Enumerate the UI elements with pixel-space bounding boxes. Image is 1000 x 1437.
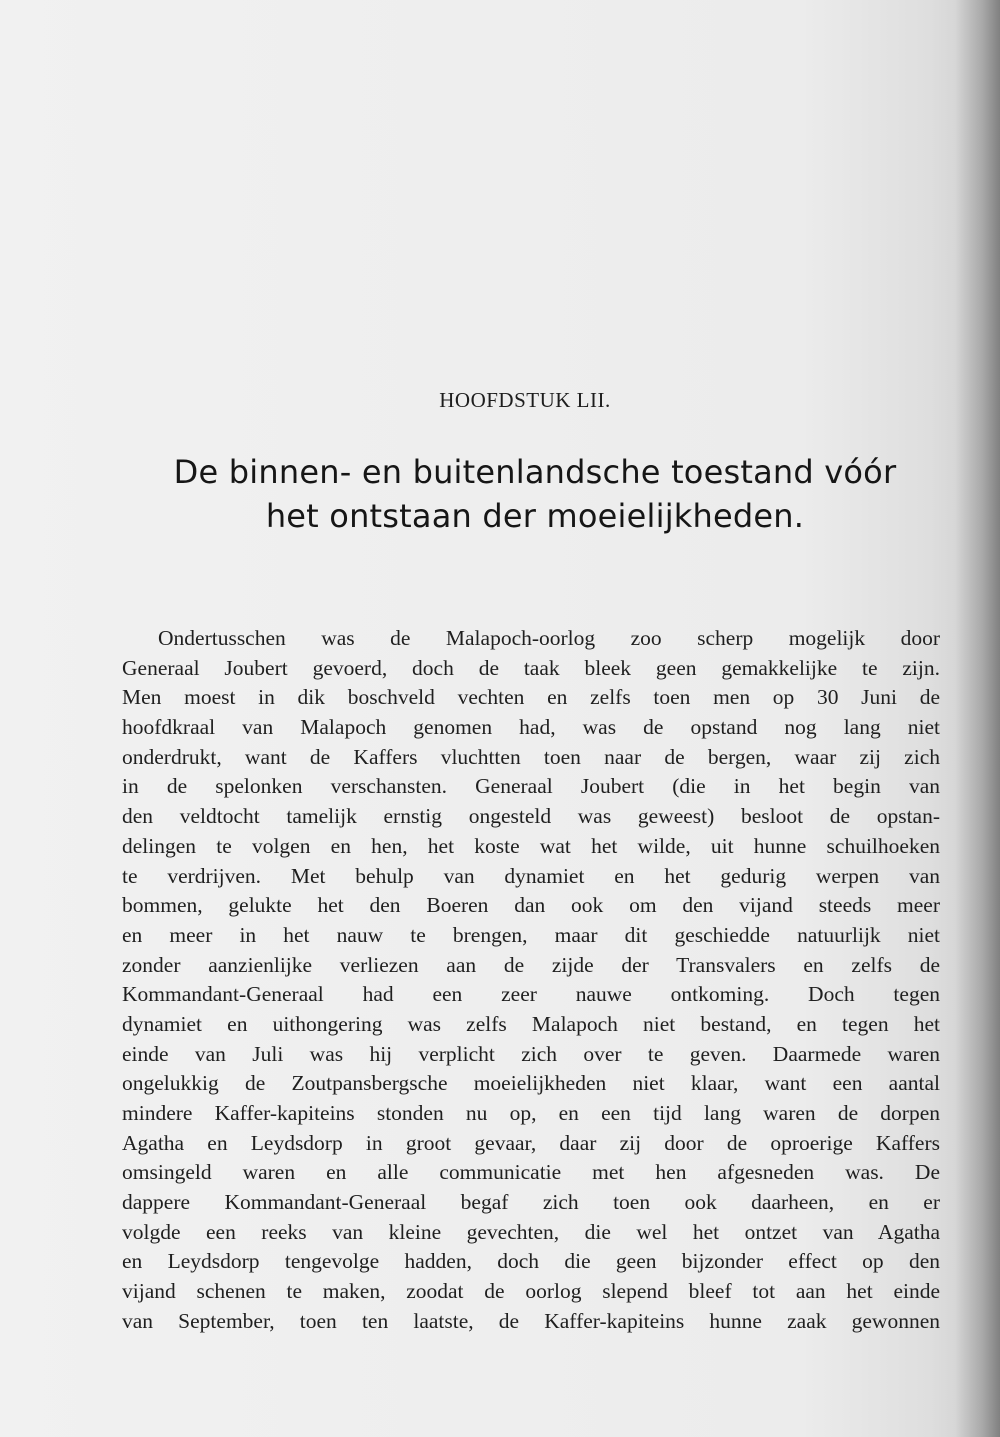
text-line: hoofdkraal van Malapoch genomen had, was de opstand nog lang niet bbox=[122, 715, 940, 740]
text-line: dynamiet en uithongering was zelfs Malapoch niet bestand, en tegen het bbox=[122, 1011, 940, 1036]
text-line: van September, toen ten laatste, de Kaffer-kapiteins hunne zaak gewonnen bbox=[122, 1308, 940, 1333]
chapter-heading: HOOFDSTUK LII. bbox=[439, 388, 611, 412]
text-line: omsingeld waren en alle communicatie met hen afgesneden was. De bbox=[122, 1160, 940, 1185]
text-line: en Leydsdorp tengevolge hadden, doch die geen bijzonder effect op den bbox=[122, 1249, 940, 1274]
text-line: bommen, gelukte het den Boeren dan ook om den vijand steeds meer bbox=[122, 893, 940, 918]
text-line: dappere Kommandant-Generaal begaf zich toen ook daarheen, en er bbox=[122, 1190, 940, 1215]
text-line: zonder aanzienlijke verliezen aan de zijde der Transvalers en zelfs de bbox=[122, 952, 940, 977]
text-line: einde van Juli was hij verplicht zich over te geven. Daarmede waren bbox=[122, 1041, 940, 1066]
text-line: vijand schenen te maken, zoodat de oorlog slepend bleef tot aan het einde bbox=[122, 1279, 940, 1304]
text-line: onderdrukt, want de Kaffers vluchtten toen naar de bergen, waar zij zich bbox=[122, 744, 940, 769]
chapter-title-line: De binnen- en buitenlandsche toestand vóór bbox=[173, 453, 897, 491]
chapter-title-line: het ontstaan der moeielijkheden. bbox=[265, 497, 805, 535]
text-line: ongelukkig de Zoutpansbergsche moeielijkheden niet klaar, want een aantal bbox=[122, 1071, 940, 1096]
text-line: den veldtocht tamelijk ernstig ongesteld was geweest) besloot de opstan- bbox=[122, 804, 940, 829]
text-line: Agatha en Leydsdorp in groot gevaar, daar zij door de oproerige Kaffers bbox=[122, 1130, 940, 1155]
text-line: in de spelonken verschansten. Generaal Joubert (die in het begin van bbox=[122, 774, 940, 799]
text-line: volgde een reeks van kleine gevechten, die wel het ontzet van Agatha bbox=[122, 1219, 940, 1244]
chapter-title bbox=[140, 450, 930, 538]
text-line: mindere Kaffer-kapiteins stonden nu op, en een tijd lang waren de dorpen bbox=[122, 1101, 940, 1125]
text-line: Men moest in dik boschveld vechten en zelfs toen men op 30 Juni de bbox=[122, 685, 940, 710]
text-line: Generaal Joubert gevoerd, doch de taak bleek geen gemakkelijke te zijn. bbox=[122, 655, 940, 680]
text-line: Ondertusschen was de Malapoch-oorlog zoo scherp mogelijk door bbox=[158, 626, 940, 650]
text-line: te verdrijven. Met behulp van dynamiet en het gedurig werpen van bbox=[122, 863, 940, 888]
page-spine-shadow bbox=[955, 0, 1000, 1437]
text-line: Kommandant-Generaal had een zeer nauwe ontkoming. Doch tegen bbox=[122, 982, 940, 1007]
text-line: en meer in het nauw te brengen, maar dit geschiedde natuurlijk niet bbox=[122, 922, 940, 947]
text-line: delingen te volgen en hen, het koste wat het wilde, uit hunne schuilhoeken bbox=[122, 833, 940, 858]
body-paragraph bbox=[122, 624, 940, 1337]
